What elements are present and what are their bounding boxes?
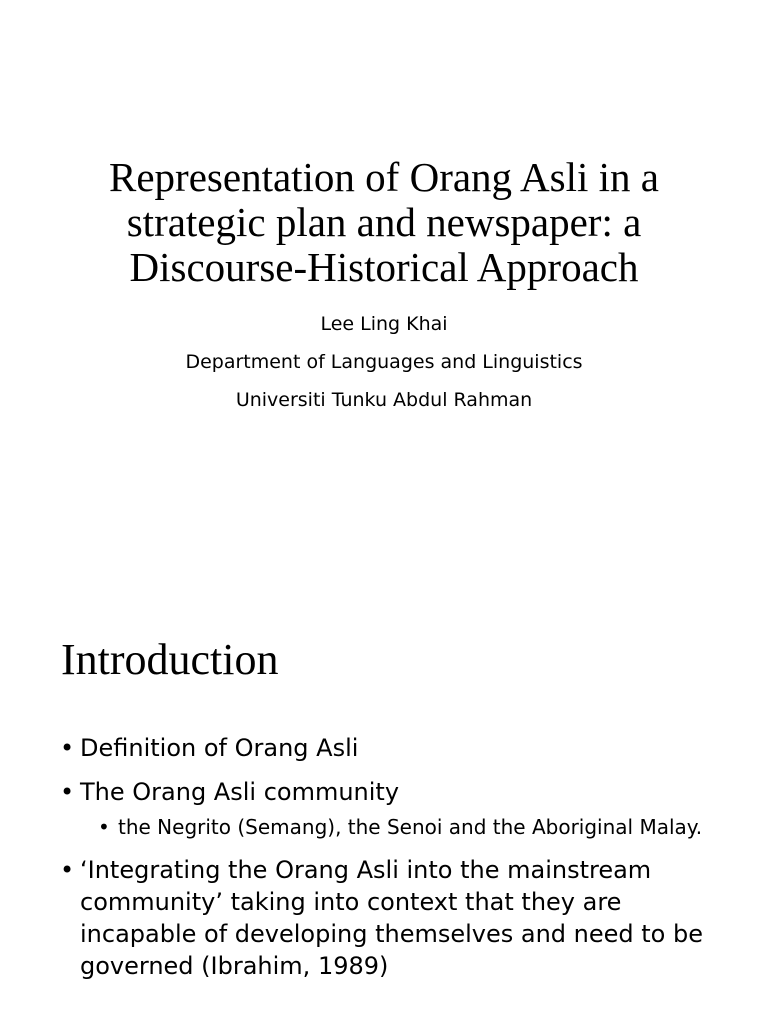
presentation-title bbox=[40, 155, 728, 290]
title-line: strategic plan and newspaper: a bbox=[126, 199, 642, 245]
title-line: Discourse-Historical Approach bbox=[129, 244, 639, 290]
subtitle-block bbox=[40, 305, 728, 419]
author-name: Lee Ling Khai bbox=[320, 313, 448, 335]
bullet-item: • The Orang Asli community bbox=[58, 776, 728, 808]
slide-heading: Introduction bbox=[61, 635, 279, 684]
title-line: Representation of Orang Asli in a bbox=[109, 154, 659, 200]
department-name: Department of Languages and Linguistics bbox=[185, 351, 583, 373]
university-name: Universiti Tunku Abdul Rahman bbox=[235, 389, 533, 411]
bullet-item: • ‘Integrating the Orang Asli into the mainstream community’ taking into context that they are incapable of developing themselves and need to be governed (Ibrahim, 1989) bbox=[58, 854, 728, 982]
sub-bullet-item: • the Negrito (Semang), the Senoi and the Aboriginal Malay. bbox=[98, 814, 728, 840]
bullet-list bbox=[58, 732, 728, 994]
bullet-item: • Definition of Orang Asli bbox=[58, 732, 728, 764]
introduction-slide bbox=[0, 576, 768, 1024]
